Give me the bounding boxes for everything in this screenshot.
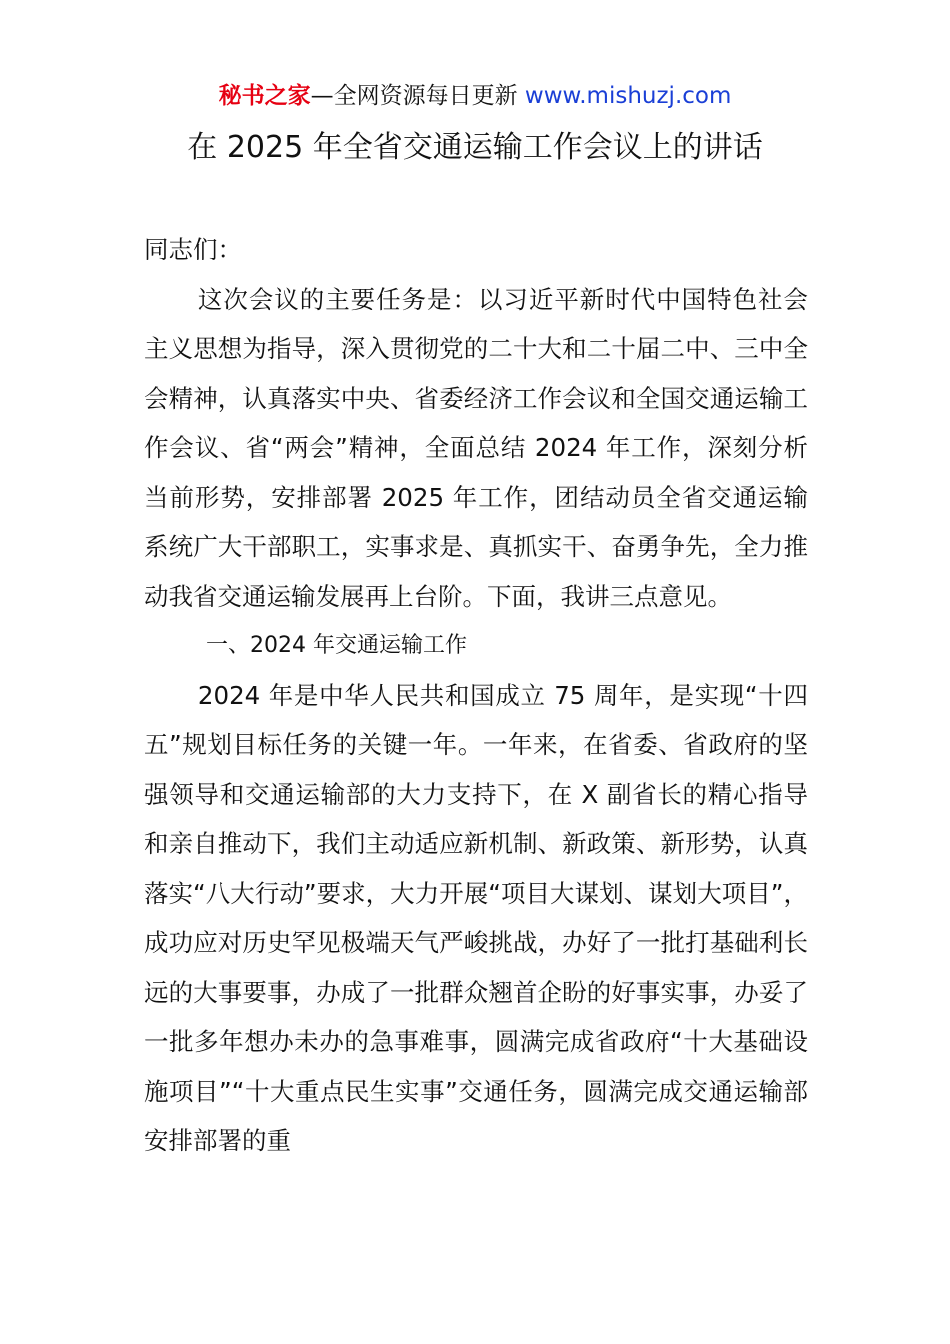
salutation: 同志们： — [144, 235, 242, 264]
site-url-link[interactable]: www.mishuzj.com — [524, 83, 732, 109]
header-tagline: —全网资源每日更新 — [310, 83, 525, 109]
document-body — [144, 225, 808, 1166]
brand-name: 秘书之家 — [218, 83, 311, 109]
document-title: 在 2025 年全省交通运输工作会议上的讲话 — [187, 130, 763, 165]
paragraph-section-1: 2024 年是中华人民共和国成立 75 周年，是实现“十四五”规划目标任务的关键一年。一年来，在省委、省政府的坚强领导和交通运输部的大力支持下，在 X 副省长的精心指导和亲自推动下，我们主动适应新机制、新政策、新形势，认真落实“八大行动”要求，大力开展“项目大谋划、谋划大项目”，成功应对历史罕见极端天气严峻挑战，办好了一批打基础利长远的大事要事，办成了一批群众翘首企盼的好事实事，办妥了一批多年想办未办的急事难事，圆满完成省政府“十大基础设施项目”“十大重点民生实事”交通任务，圆满完成交通运输部安排部署的重 — [144, 680, 808, 1155]
section-heading: 一、2024 年交通运输工作 — [206, 633, 467, 658]
paragraph-intro: 这次会议的主要任务是：以习近平新时代中国特色社会主义思想为指导，深入贯彻党的二十大和二十届二中、三中全会精神，认真落实中央、省委经济工作会议和全国交通运输工作会议、省“两会”精神，全面总结 2024 年工作，深刻分析当前形势，安排部署 2025 年工作，团结动员全省交通运输系统广大干部职工，实事求是、真抓实干、奋勇争先，全力推动我省交通运输发展再上台阶。下面，我讲三点意见。 — [144, 284, 808, 611]
site-header — [0, 80, 950, 112]
